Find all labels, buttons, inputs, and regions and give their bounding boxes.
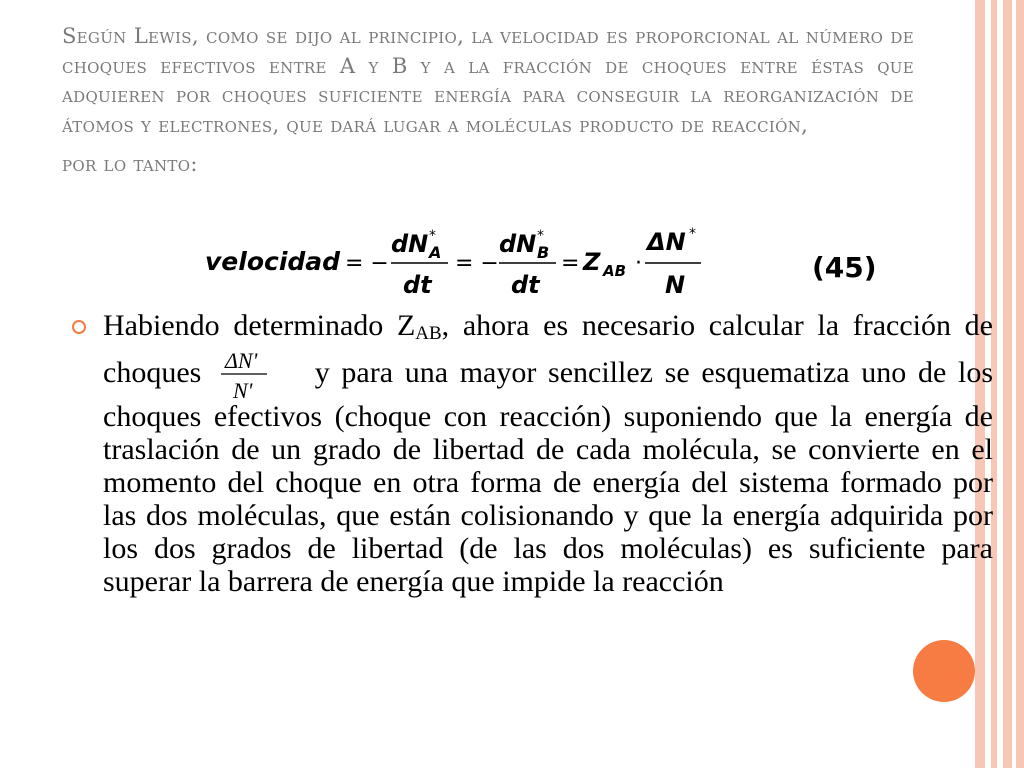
inline-fraction-num: ΔN' xyxy=(225,348,258,373)
eq-term1-sub: A xyxy=(429,243,442,262)
rate-equation xyxy=(205,220,705,305)
eq-term1-den: dt xyxy=(403,271,432,299)
bullet-text-2: , ahora es necesario calcular la fracción de choques xyxy=(103,309,993,389)
inline-fraction-graphic xyxy=(221,344,291,406)
eq-term2-num: dN xyxy=(499,230,537,258)
eq-term1-num: dN xyxy=(391,230,429,258)
decor-stripe xyxy=(1016,0,1024,768)
bullet-paragraph xyxy=(103,309,993,598)
bullet-text-3: y para una mayor sencillez se esquematiza uno de los choques efectivos (choque con reacción) suponiendo que la energía de traslación de un grado de libertad de cada molécula, se convierte en el momento del choque en otra forma de energía del sistema formado por las dos moléculas, que están colisionando y que la energía adquirida por los dos grados de libertad (de las dos moléculas) es suficiente para superar la barrera de energía que impide la reacción xyxy=(103,355,994,598)
eq-term3-sup: * xyxy=(689,226,696,242)
eq-equals-1: = − xyxy=(345,251,389,276)
slide-title-tail: por lo tanto: xyxy=(62,152,198,176)
inline-fraction-den: N' xyxy=(233,378,253,403)
eq-z-sub: AB xyxy=(603,262,627,280)
bullet-text-sub: AB xyxy=(415,323,442,344)
eq-equals-2: = − xyxy=(455,251,499,276)
bullet-text-1: Habiendo determinado Z xyxy=(103,309,416,342)
bullet-circle-icon xyxy=(72,320,86,334)
eq-term3-num: ΔN xyxy=(647,228,686,256)
eq-term1-sup: * xyxy=(429,228,436,244)
eq-z: Z xyxy=(583,248,601,276)
eq-dot: · xyxy=(635,251,642,276)
equation-number: (45) xyxy=(812,251,877,284)
eq-equals-3: = xyxy=(561,251,580,276)
decor-stripe xyxy=(1003,0,1012,768)
slide-title xyxy=(62,22,914,180)
inline-fraction xyxy=(213,348,303,403)
eq-term2-den: dt xyxy=(511,271,540,299)
slide-title-text: Según Lewis, como se dijo al principio, la velocidad es proporcional al número de choques efectivos entre A y B y a la fracción de choques entre éstas que adquieren por choques suficiente energía para conseguir la reorganización de átomos y electrones, que dará lugar a moléculas producto de reacción, xyxy=(62,24,914,137)
eq-lhs: velocidad xyxy=(205,247,341,276)
rate-equation-graphic xyxy=(205,220,705,305)
eq-term2-sup: * xyxy=(537,228,544,244)
eq-term3-den: N xyxy=(665,271,686,299)
decor-circle xyxy=(913,640,975,702)
eq-term2-sub: B xyxy=(537,243,550,262)
